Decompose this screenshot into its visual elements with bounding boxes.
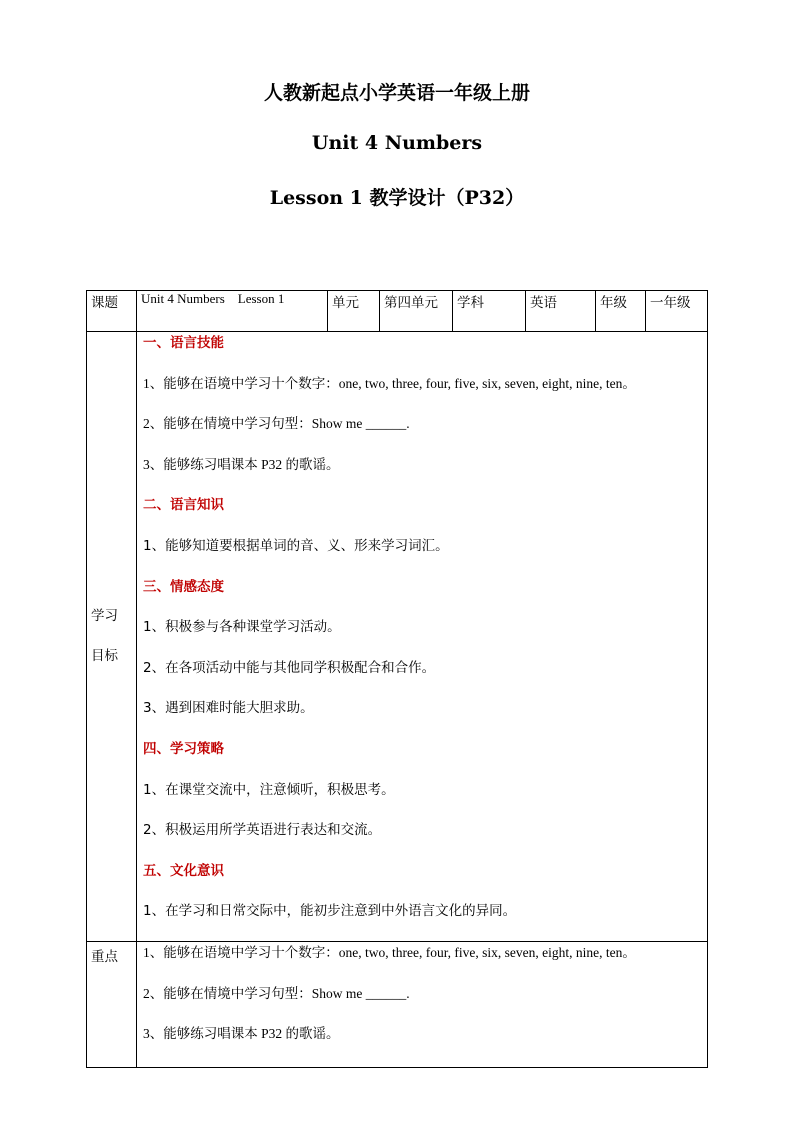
list-item: 2、能够在情境中学习句型：Show me ______. <box>143 416 410 432</box>
list-item: 3、遇到困难时能大胆求助。 <box>143 700 314 717</box>
list-item: 1、在学习和日常交际中，能初步注意到中外语言文化的异同。 <box>143 903 517 920</box>
subject-value: 英语 <box>526 291 596 332</box>
section-heading: 五、文化意识 <box>143 862 224 879</box>
lesson-plan-table <box>86 290 708 1068</box>
topic-label: 课题 <box>87 291 137 332</box>
goals-label-line1: 学习 <box>91 608 118 625</box>
list-item: 1、积极参与各种课堂学习活动。 <box>143 619 341 636</box>
grade-value: 一年级 <box>646 291 708 332</box>
list-item: 3、能够练习唱课本 P32 的歌谣。 <box>143 456 340 472</box>
key-points-content <box>137 941 708 1067</box>
unit-title: Unit 4 Numbers <box>311 132 483 154</box>
list-item: 3、能够练习唱课本 P32 的歌谣。 <box>143 1026 340 1042</box>
section-heading: 四、学习策略 <box>143 740 224 757</box>
goals-label-line2: 目标 <box>91 648 118 665</box>
goals-row <box>87 332 708 942</box>
goals-content <box>137 332 708 942</box>
section-heading: 三、情感态度 <box>143 578 224 595</box>
section-heading: 二、语言知识 <box>143 497 224 514</box>
goals-label <box>87 332 137 942</box>
grade-label: 年级 <box>596 291 646 332</box>
list-item: 2、能够在情境中学习句型：Show me ______. <box>143 985 410 1001</box>
list-item: 2、在各项活动中能与其他同学积极配合和合作。 <box>143 659 436 676</box>
list-item: 1、能够在语境中学习十个数字：one, two, three, four, five, six, seven, eight, nine, ten。 <box>143 375 636 391</box>
header-row <box>87 291 708 332</box>
document-title: 人教新起点小学英语一年级上册 <box>263 82 530 104</box>
lesson-title: Lesson 1 教学设计（P32） <box>269 187 525 209</box>
list-item: 1、在课堂交流中，注意倾听，积极思考。 <box>143 781 395 798</box>
key-points-row <box>87 941 708 1067</box>
list-item: 1、能够知道要根据单词的音、义、形来学习词汇。 <box>143 537 449 554</box>
section-heading: 一、语言技能 <box>143 335 224 351</box>
key-points-label: 重点 <box>87 941 137 1067</box>
unit-value: 第四单元 <box>380 291 453 332</box>
unit-label: 单元 <box>328 291 380 332</box>
list-item: 1、能够在语境中学习十个数字：one, two, three, four, five, six, seven, eight, nine, ten。 <box>143 944 636 960</box>
subject-label: 学科 <box>453 291 526 332</box>
list-item: 2、积极运用所学英语进行表达和交流。 <box>143 822 382 839</box>
topic-value: Unit 4 Numbers Lesson 1 <box>137 291 328 332</box>
